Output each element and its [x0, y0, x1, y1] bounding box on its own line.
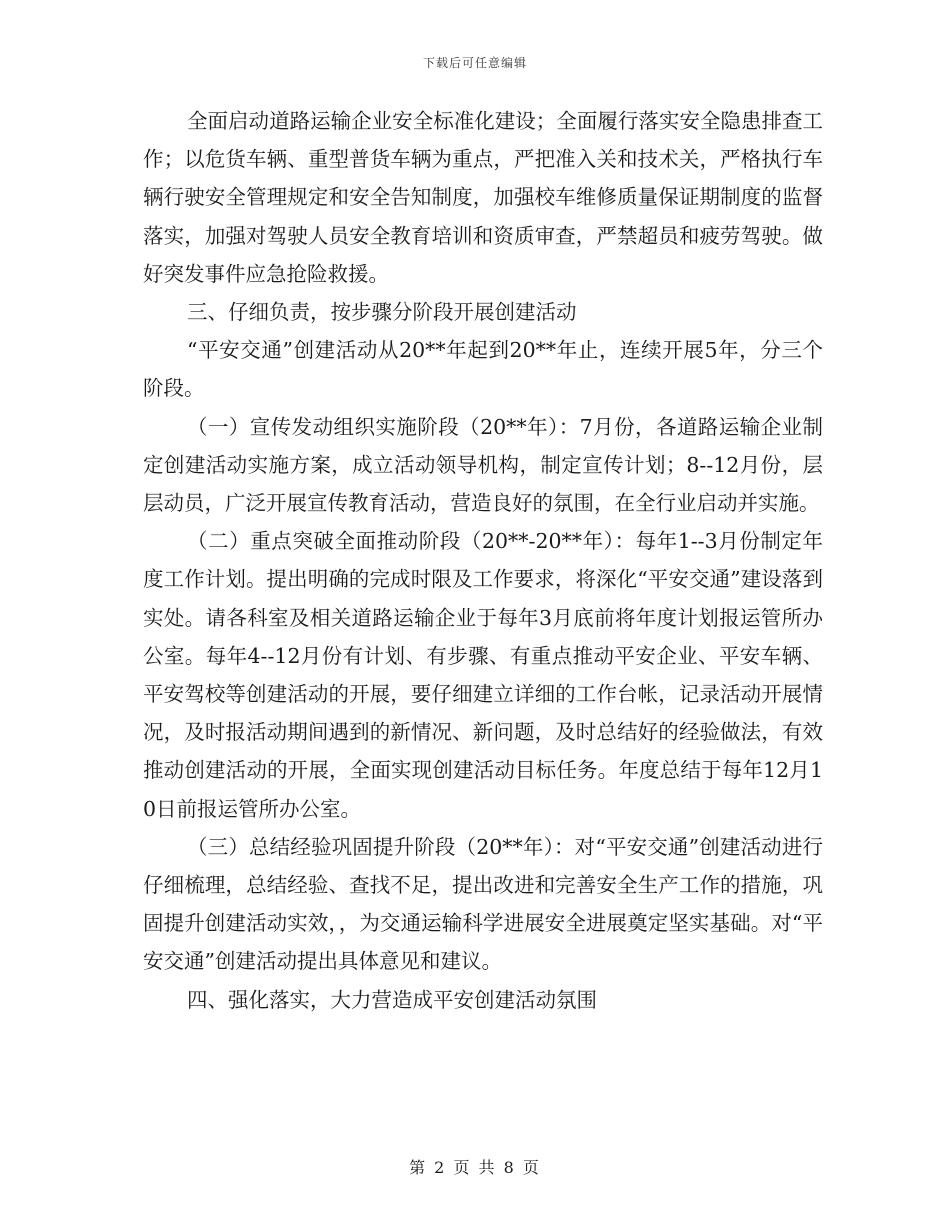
page-number: 第 2 页 共 8 页	[409, 1158, 541, 1177]
header-note: 下载后可任意编辑	[422, 56, 527, 70]
paragraph-phase-two: （二）重点突破全面推动阶段（20**-20**年）：每年1--3月份制定年度工作计划。提出明确的完成时限及工作要求，将深化“平安交通”建设落到实处。请各科室及相关道路运输企业于每年3月底前将年度计划报运管所办公室。每年4--12月份有计划、有步骤、有重点推动平安企业、平安车辆、平安驾校等创建活动的开展，要仔细建立详细的工作台帐，记录活动开展情况，及时报活动期间遇到的新情况、新问题，及时总结好的经验做法，有效推动创建活动的开展，全面实现创建活动目标任务。年度总结于每年12月10日前报运管所办公室。	[143, 529, 823, 821]
paragraph-campaign-overview: “平安交通”创建活动从20**年起到20**年止，连续开展5年，分三个阶段。	[143, 338, 823, 401]
document-body	[143, 102, 823, 1019]
paragraph-phase-one: （一）宣传发动组织实施阶段（20**年）：7月份，各道路运输企业制定创建活动实施方案，成立活动领导机构，制定宣传计划；8--12月份，层层动员，广泛开展宣传教育活动，营造良好的氛围，在全行业启动并实施。	[143, 414, 823, 516]
paragraph-phase-three: （三）总结经验巩固提升阶段（20**年）：对“平安交通”创建活动进行仔细梳理，总结经验、查找不足，提出改进和完善安全生产工作的措施，巩固提升创建活动实效，，为交通运输科学进展安全进展奠定坚实基础。对“平安交通”创建活动提出具体意见和建议。	[143, 834, 823, 974]
section-heading-four: 四、强化落实，大力营造成平安创建活动氛围	[187, 987, 597, 1012]
section-heading-three: 三、仔细负责，按步骤分阶段开展创建活动	[187, 300, 577, 325]
paragraph-safety-standardization: 全面启动道路运输企业安全标准化建设；全面履行落实安全隐患排查工作；以危货车辆、重型普货车辆为重点，严把准入关和技术关，严格执行车辆行驶安全管理规定和安全告知制度，加强校车维修质量保证期制度的监督落实，加强对驾驶人员安全教育培训和资质审查，严禁超员和疲劳驾驶。做好突发事件应急抢险救援。	[143, 109, 823, 286]
